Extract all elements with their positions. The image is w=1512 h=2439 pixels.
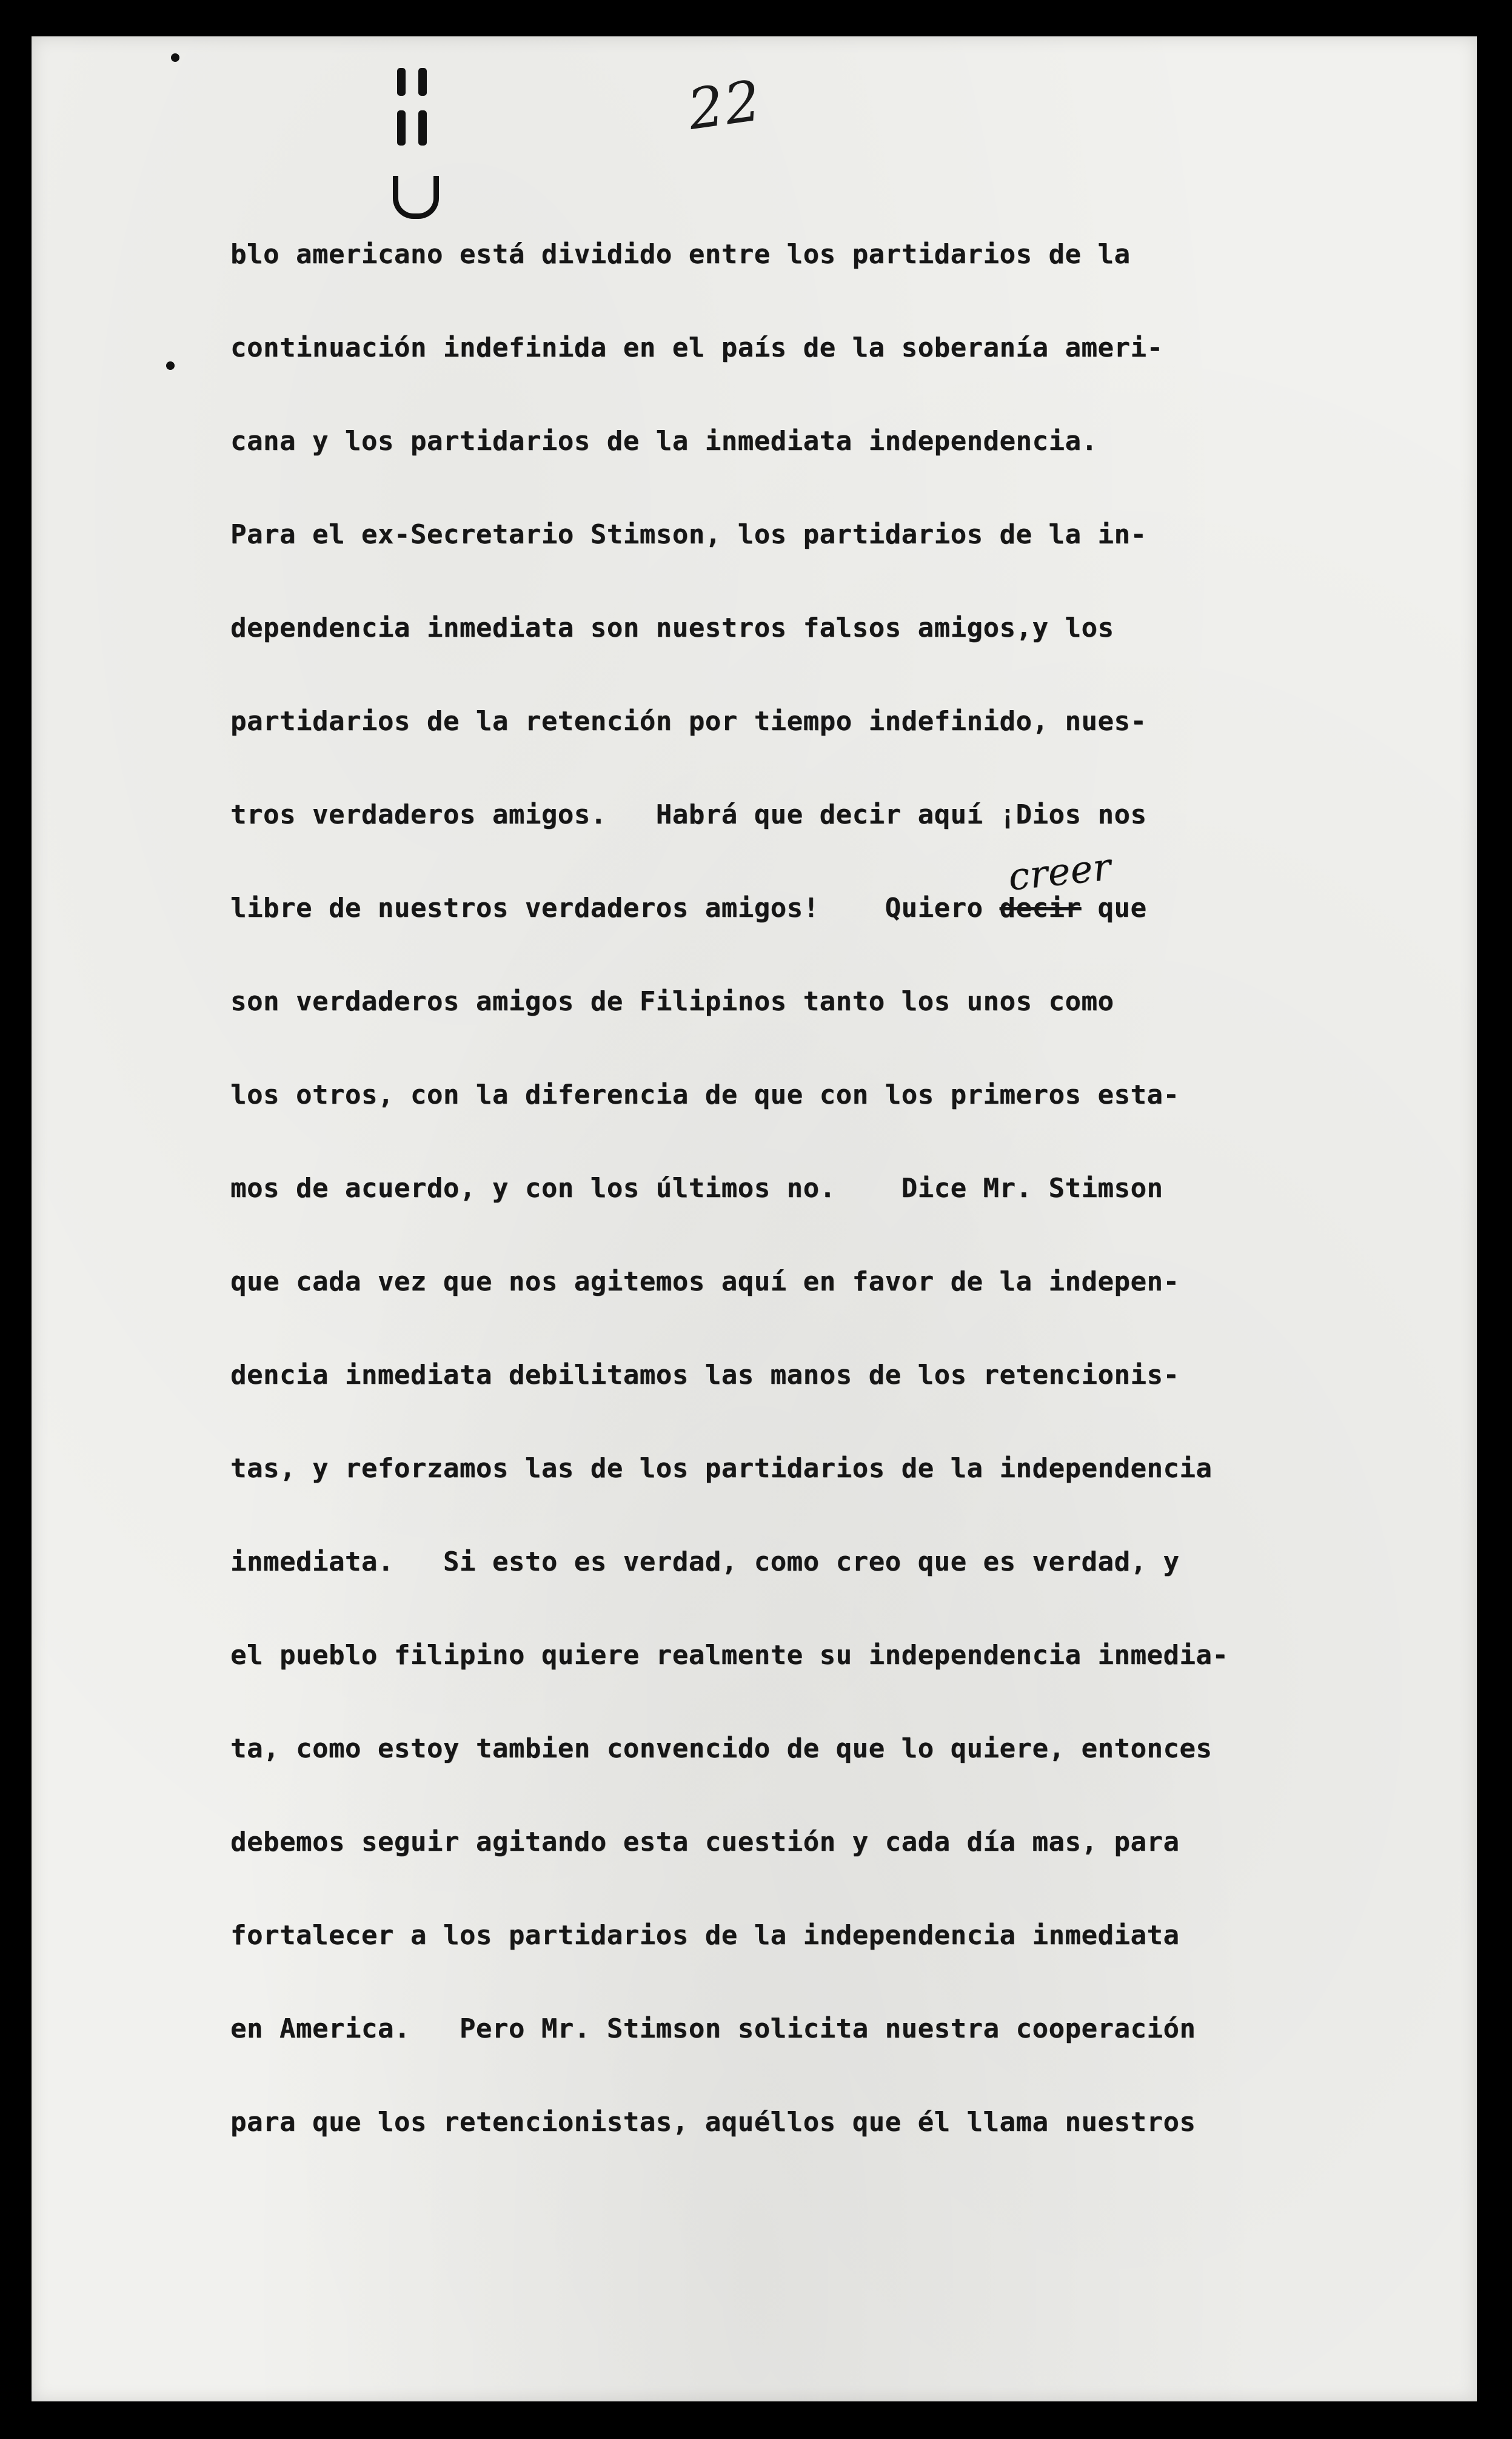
punch-mark-icon xyxy=(418,110,427,146)
typewritten-body xyxy=(230,233,1382,2195)
text-line: mos de acuerdo, y con los últimos no. Dice Mr. Stimson xyxy=(230,1173,1163,1204)
text-line: tros verdaderos amigos. Habrá que decir aquí ¡Dios nos xyxy=(230,799,1147,830)
text-line: dencia inmediata debilitamos las manos de los retencionis- xyxy=(230,1360,1180,1391)
text-line: ta, como estoy tambien convencido de que lo quiere, entonces xyxy=(230,1733,1213,1764)
punch-mark-icon xyxy=(397,110,406,146)
ink-speck-icon xyxy=(171,53,179,62)
text-line: fortalecer a los partidarios de la independencia inmediata xyxy=(230,1920,1180,1951)
struck-word: decir xyxy=(999,893,1082,924)
text-line: que cada vez que nos agitemos aquí en favor de la indepen- xyxy=(230,1266,1180,1297)
text-line: cana y los partidarios de la inmediata independencia. xyxy=(230,426,1098,457)
correction xyxy=(999,844,1113,930)
text-line: continuación indefinida en el país de la soberanía ameri- xyxy=(230,332,1163,363)
text-line: tas, y reforzamos las de los partidarios de la independencia xyxy=(230,1453,1213,1484)
text-line: el pueblo filipino quiere realmente su independencia inmedia- xyxy=(230,1640,1229,1671)
text-line: los otros, con la diferencia de que con los primeros esta- xyxy=(230,1079,1180,1110)
handwritten-page-number: 22 xyxy=(684,68,766,143)
text-line: Para el ex-Secretario Stimson, los partidarios de la in- xyxy=(230,519,1147,550)
text-line: son verdaderos amigos de Filipinos tanto los unos como xyxy=(230,986,1114,1017)
text-line-with-correction xyxy=(230,844,1382,981)
ink-speck-icon xyxy=(166,361,175,370)
line-text-after: que xyxy=(1081,893,1147,924)
punch-mark-icon xyxy=(397,68,406,96)
text-line: en America. Pero Mr. Stimson solicita nuestra cooperación xyxy=(230,2013,1196,2044)
text-line: blo americano está dividido entre los partidarios de la xyxy=(230,239,1131,270)
text-line: dependencia inmediata son nuestros falsos amigos,y los xyxy=(230,612,1114,643)
handwritten-insertion: creer xyxy=(1006,844,1113,899)
punch-arc-icon xyxy=(393,176,439,219)
text-line: partidarios de la retención por tiempo indefinido, nues- xyxy=(230,706,1147,737)
punch-mark-icon xyxy=(418,68,427,96)
line-text-before: libre de nuestros verdaderos amigos! Quiero xyxy=(230,893,1000,924)
text-line: inmediata. Si esto es verdad, como creo que es verdad, y xyxy=(230,1546,1180,1577)
text-line: para que los retencionistas, aquéllos que él llama nuestros xyxy=(230,2107,1196,2138)
text-line: debemos seguir agitando esta cuestión y cada día mas, para xyxy=(230,1827,1180,1857)
